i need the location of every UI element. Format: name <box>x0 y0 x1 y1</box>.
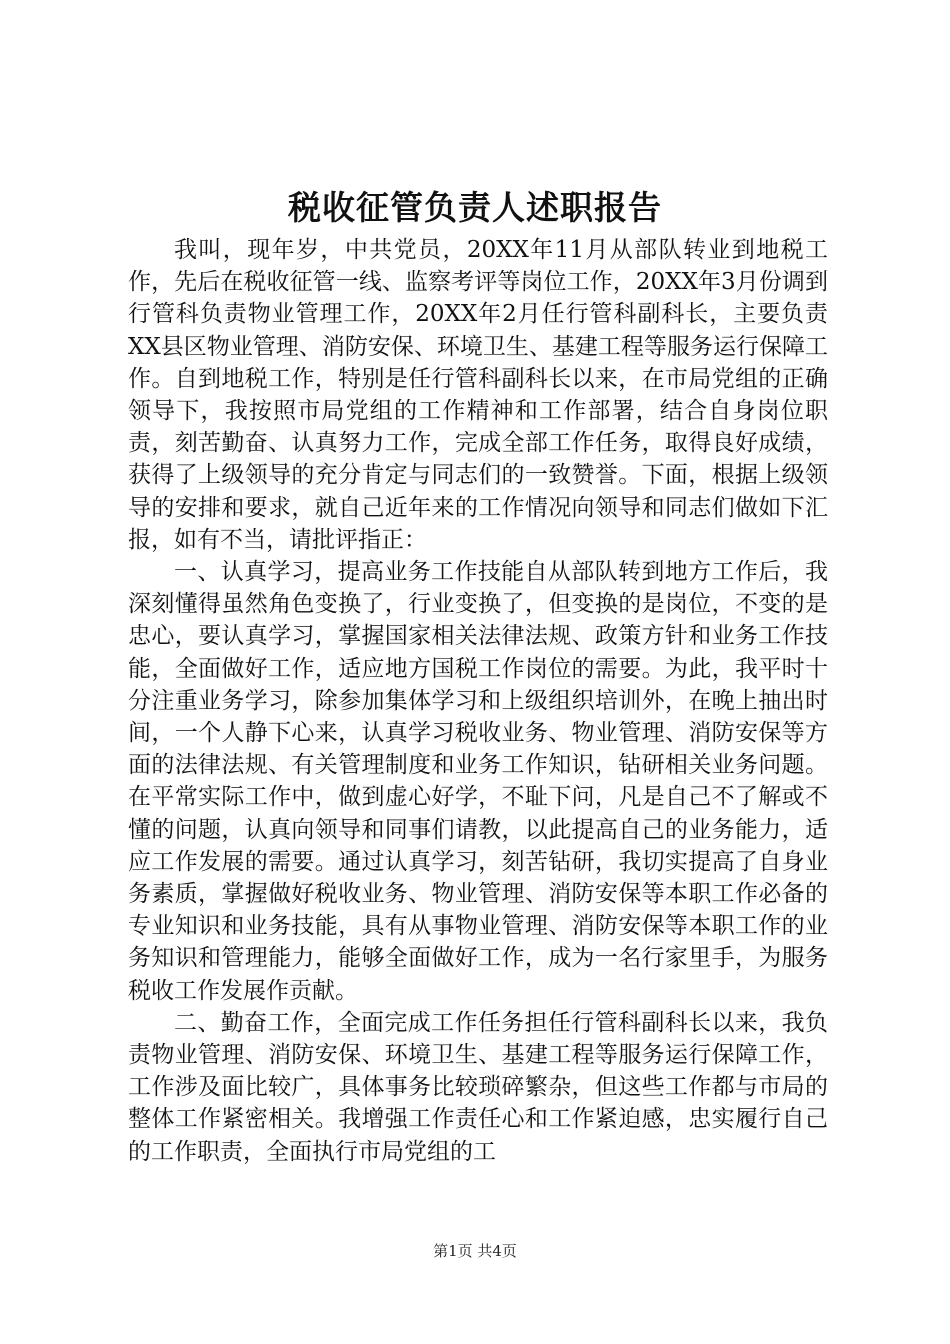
paragraph-study: 一、认真学习，提高业务工作技能自从部队转到地方工作后，我深刻懂得虽然角色变换了，行业变换了，但变换的是岗位，不变的是忠心，要认真学习，掌握国家相关法律法规、政策方针和业务工作技能，全面做好工作，适应地方国税工作岗位的需要。为此，我平时十分注重业务学习，除参加集体学习和上级组织培训外，在晚上抽出时间，一个人静下心来，认真学习税收业务、物业管理、消防安保等方面的法律法规、有关管理制度和业务工作知识，钻研相关业务问题。在平常实际工作中，做到虚心好学，不耻下问，凡是自己不了解或不懂的问题，认真向领导和同事们请教，以此提高自己的业务能力，适应工作发展的需要。通过认真学习，刻苦钻研，我切实提高了自身业务素质，掌握做好税收业务、物业管理、消防安保等本职工作必备的专业知识和业务技能，具有从事物业管理、消防安保等本职工作的业务知识和管理能力，能够全面做好工作，成为一名行家里手，为服务税收工作发展作贡献。 <box>128 559 828 1004</box>
paragraph-intro: 我叫，现年岁，中共党员，20XX年11月从部队转业到地税工作，先后在税收征管一线、监察考评等岗位工作，20XX年3月份调到行管科负责物业管理工作，20XX年2月任行管科副科长，主要负责XX县区物业管理、消防安保、环境卫生、基建工程等服务运行保障工作。自到地税工作，特别是任行管科副科长以来，在市局党组的正确领导下，我按照市局党组的工作精神和工作部署，结合自身岗位职责，刻苦勤奋、认真努力工作，完成全部工作任务，取得良好成绩，获得了上级领导的充分肯定与同志们的一致赞誉。下面，根据上级领导的安排和要求，就自己近年来的工作情况向领导和同志们做如下汇报，如有不当，请批评指正： <box>128 237 828 553</box>
document-title: 税收征管负责人述职报告 <box>288 188 662 227</box>
paragraph-work: 二、勤奋工作，全面完成工作任务担任行管科副科长以来，我负责物业管理、消防安保、环境卫生、基建工程等服务运行保障工作，工作涉及面比较广，具体事务比较琐碎繁杂，但这些工作都与市局的整体工作紧密相关。我增强工作责任心和工作紧迫感，忠实履行自己的工作职责，全面执行市局党组的工 <box>128 1009 828 1165</box>
page-footer: 第1页 共4页 <box>433 1242 517 1260</box>
document-body <box>128 234 828 1168</box>
